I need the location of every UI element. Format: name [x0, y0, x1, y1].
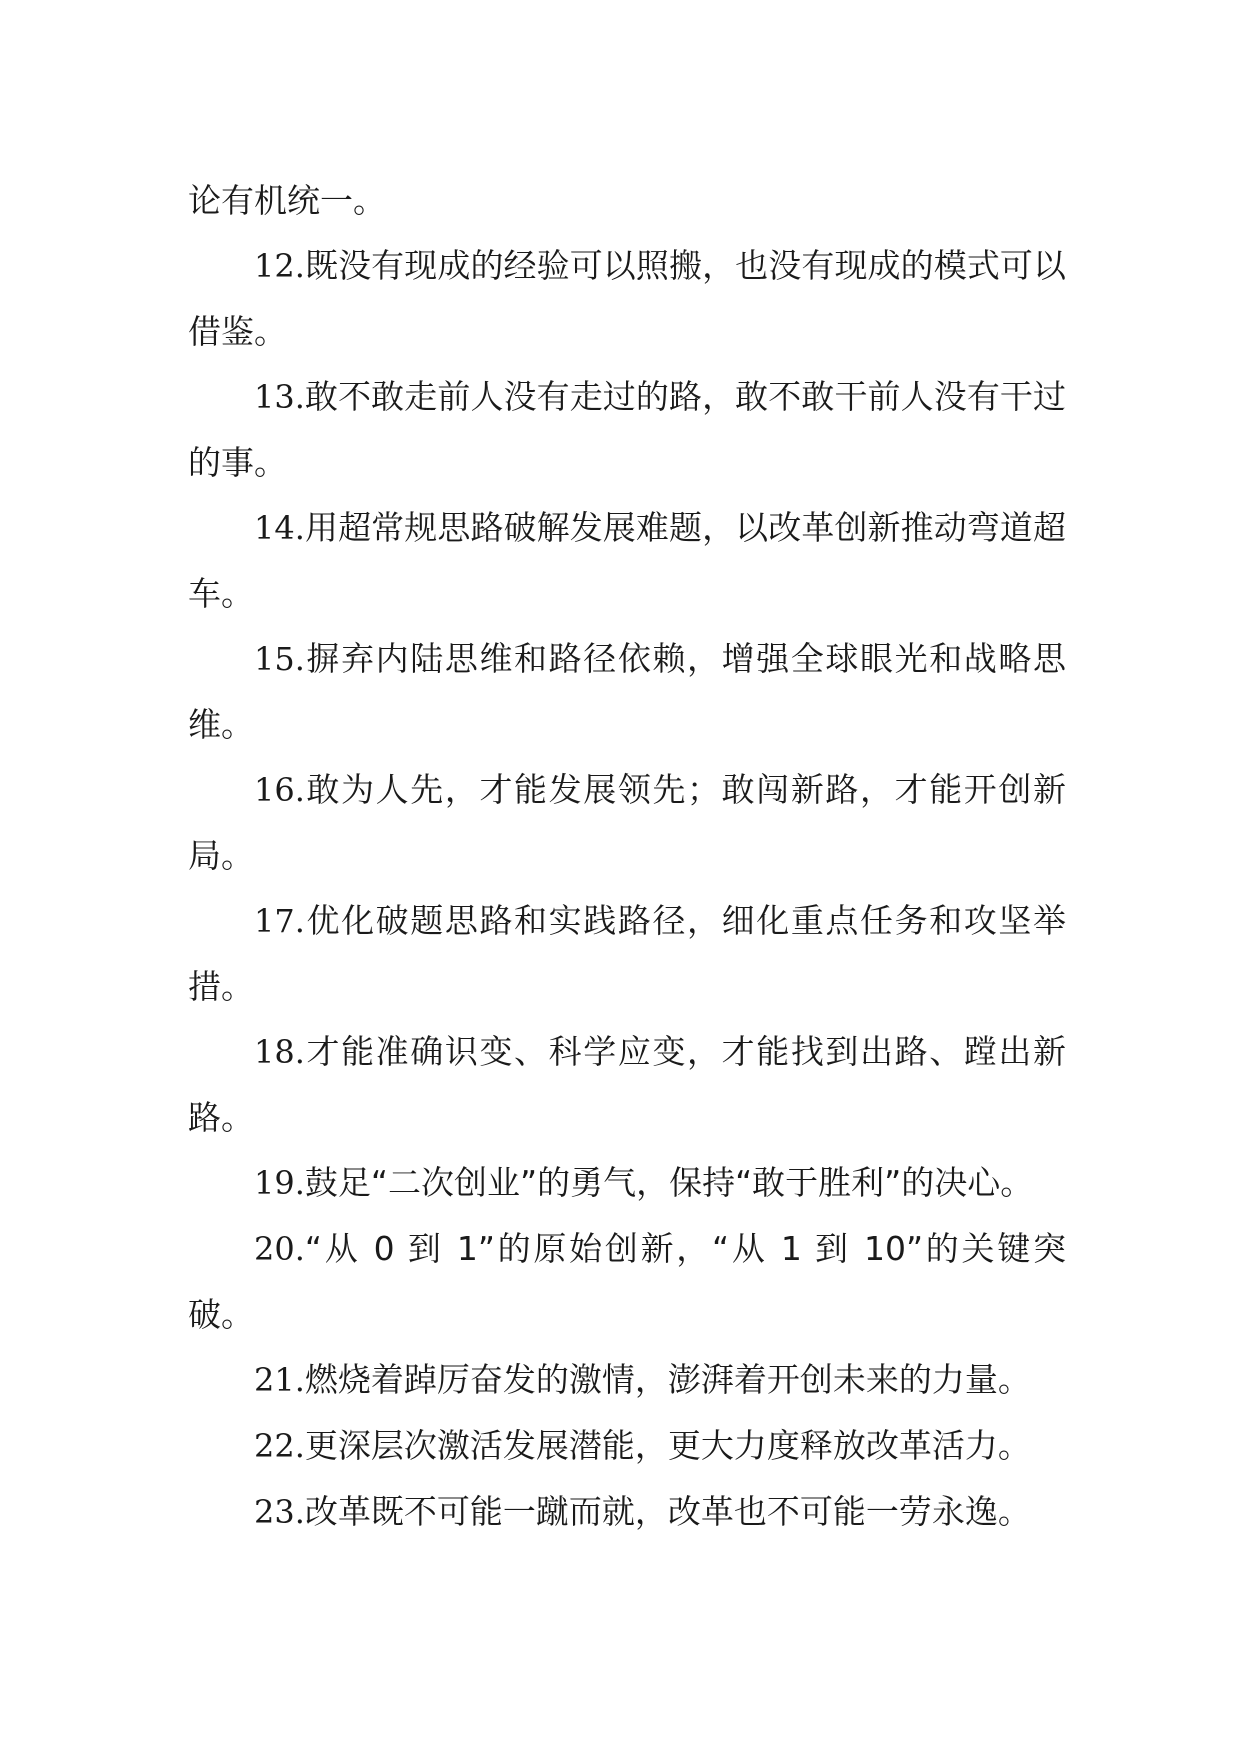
list-item — [188, 1019, 1066, 1150]
item-number: 19. — [254, 1164, 305, 1202]
item-number: 22. — [254, 1427, 305, 1465]
item-text: 敢不敢走前人没有走过的路，敢不敢干前人没有干过的事。 — [188, 377, 1066, 482]
item-number: 16. — [254, 771, 305, 809]
item-text: 燃烧着踔厉奋发的激情，澎湃着开创未来的力量。 — [304, 1360, 1031, 1399]
item-text: 敢为人先，才能发展领先；敢闯新路，才能开创新局。 — [188, 770, 1066, 875]
item-number: 14. — [254, 509, 305, 547]
item-number: 21. — [254, 1361, 305, 1399]
list-item — [188, 626, 1066, 757]
item-text: 鼓足“二次创业”的勇气，保持“敢于胜利”的决心。 — [304, 1163, 1034, 1202]
list-item — [188, 757, 1066, 888]
list-item — [188, 888, 1066, 1019]
item-text: 更深层次激活发展潜能，更大力度释放改革活力。 — [304, 1426, 1031, 1465]
item-text: “从 0 到 1”的原始创新，“从 1 到 10”的关键突破。 — [188, 1229, 1066, 1334]
list-item — [188, 1347, 1066, 1413]
paragraph-continuation — [188, 168, 1066, 233]
list-item — [188, 233, 1066, 364]
item-text: 用超常规思路破解发展难题，以改革创新推动弯道超车。 — [188, 508, 1066, 613]
paragraph-text: 论有机统一。 — [188, 181, 386, 220]
item-number: 12. — [254, 247, 305, 285]
list-item — [188, 1150, 1066, 1216]
item-text: 既没有现成的经验可以照搬，也没有现成的模式可以借鉴。 — [188, 246, 1066, 351]
list-item — [188, 1479, 1066, 1545]
item-number: 17. — [254, 902, 305, 940]
item-number: 18. — [254, 1033, 305, 1071]
item-text: 优化破题思路和实践路径，细化重点任务和攻坚举措。 — [188, 901, 1066, 1006]
list-item — [188, 364, 1066, 495]
list-item — [188, 1216, 1066, 1347]
item-text: 才能准确识变、科学应变，才能找到出路、蹚出新路。 — [188, 1032, 1066, 1137]
list-item — [188, 495, 1066, 626]
item-number: 23. — [254, 1493, 305, 1531]
item-text: 改革既不可能一蹴而就，改革也不可能一劳永逸。 — [304, 1492, 1031, 1531]
item-number: 13. — [254, 378, 305, 416]
item-number: 15. — [254, 640, 305, 678]
item-text: 摒弃内陆思维和路径依赖，增强全球眼光和战略思维。 — [188, 639, 1066, 744]
document-body — [188, 168, 1066, 1545]
list-item — [188, 1413, 1066, 1479]
item-number: 20. — [254, 1230, 305, 1268]
